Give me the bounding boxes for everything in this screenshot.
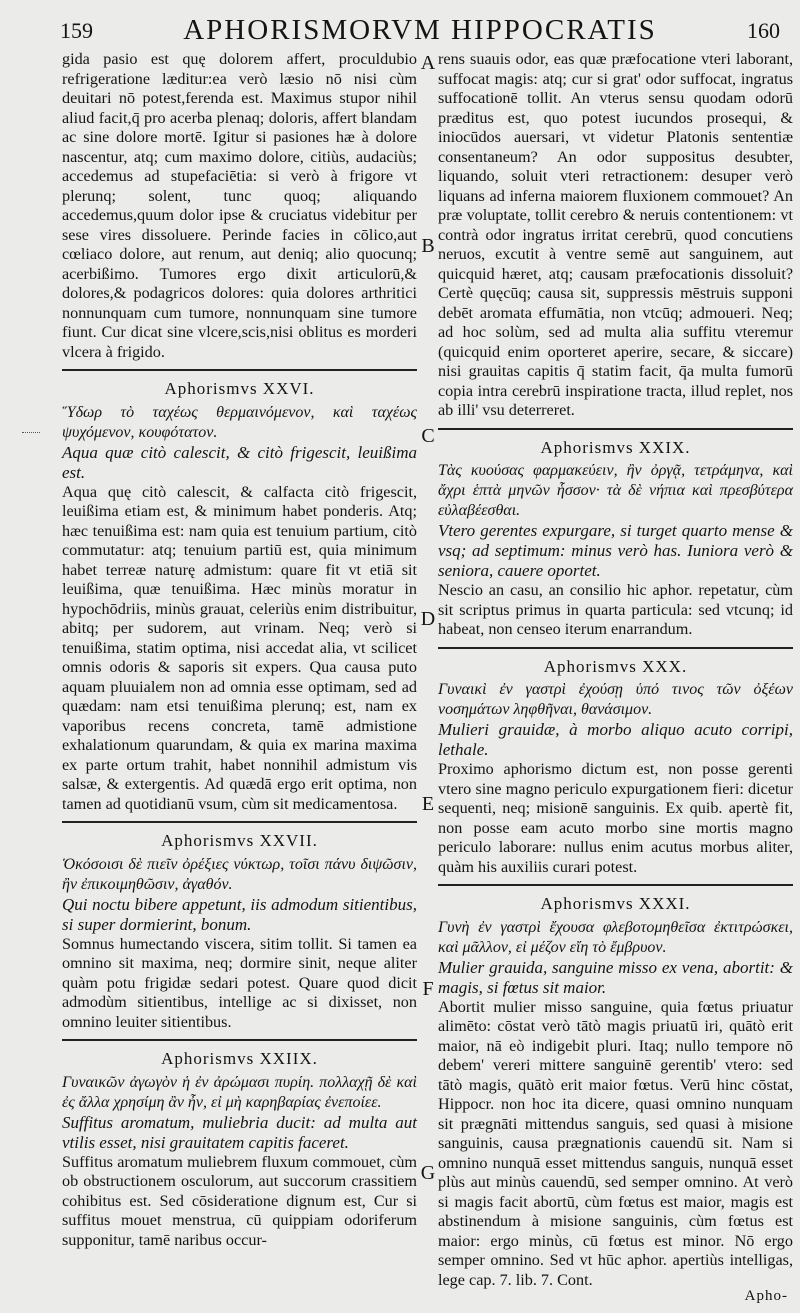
greek-text: Τὰς κυούσας φαρμακεύειν, ἢν ὀργᾷ, τετράμηνα, καὶ ἄχρι ἑπτὰ μηνῶν ἧσσον· τὰ δὲ νήπια καὶ πρεσβύτερα εὐλαβέεσθαι. xyxy=(438,462,793,519)
running-header xyxy=(60,14,780,50)
commentary: Nescio an casu, an consilio hic aphor. repetatur, cùm sit scriptus primus in quarta particula: sed vtcunq; id habeat, non censeo iterum enarrandum. xyxy=(438,581,793,638)
section-rule xyxy=(62,1039,417,1041)
aphorism-heading: Aphorismvs XXVI. xyxy=(164,379,315,398)
margin-letter-d: D xyxy=(420,608,436,630)
commentary: Suffitus aromatum muliebrem fluxum commouet, cùm ob obstructionem osculorum, aut succorum crassitiem cohibitus est. Sed cōsideratione dignum est, Cur si suffitus mouet menstrua, cū quippiam odoriferum supponitur, tamē naribus occur- xyxy=(62,1152,417,1249)
latin-translation: Aqua quæ citò calescit, & citò frigescit, leuißima est. xyxy=(62,442,417,482)
margin-letter-b: B xyxy=(421,235,435,257)
margin-letter-c: C xyxy=(421,425,435,447)
margin-letter-a: A xyxy=(420,52,436,74)
commentary: Somnus humectando viscera, sitim tollit. Si tamen ea omnino sit maxima, neq; dormire sinit, neque aliter quàm potu frigidæ sedari potest. Quare quod dicit admodùm sitientibus, intellige ac si dixisset, non omnino leuiter sitientibus. xyxy=(62,934,417,1031)
catchword: Apho- xyxy=(744,1288,788,1304)
right-column xyxy=(438,50,793,1290)
aphorism-heading: Aphorismvs XXX. xyxy=(543,656,688,676)
aphorism-heading: Aphorismvs XXVII. xyxy=(161,831,318,850)
greek-text: Γυνὴ ἐν γαστρὶ ἔχουσα φλεβοτομηθεῖσα ἐκτιτρώσκει, καὶ μᾶλλον, εἰ μέζον εἴη τὸ ἔμβρυον. xyxy=(438,918,793,956)
latin-translation: Qui noctu bibere appetunt, iis admodum sitientibus, si super dormierint, bonum. xyxy=(62,894,417,934)
left-column xyxy=(62,50,417,1250)
commentary: Aqua quę citò calescit, & calfacta citò frigescit, leuißima etiam est, & minimum habet ponderis. Atq; hæc tenuißima est: nam quia est tenuium partium, citò commutatur: atq; tenuium partiū est, quia minimum habet terreæ naturę admistum: quare fit vt etiā sit leuißima, quæ tenuißima. Hæc minùs moratur in hypochōdriis, minùs grauat, celeriùs enim distribuitur, abitq; per sudorem, aut vrinam. Neq; verò si tenuißima, statim optima, nisi accedat alia, vt scilicet omnis odoris & saporis sit expers. Qua causa puto aquam pluuialem non ad omnia esse optimam, sed ad quædam: nam etsi tenuißima plerunq; est, nam ex vaporibus recens concreta, tamē admistione exhalationum quarundam, & quia ex marina maxima ex parte ortum trahit, habet nonnihil admistum vis salsæ, & extergentis. Ad quædā ergo erit optima, non tamen ad quotidianū vsum, cùm sit medicamentosa. xyxy=(62,482,417,813)
margin-letter-g: G xyxy=(420,1162,436,1184)
margin-letter-f: F xyxy=(422,978,434,1000)
commentary: Proximo aphorismo dictum est, non posse gerenti vtero sine magno periculo expurgationem fieri: dicetur sequenti, neq; misionē sanguinis. Ex quib. apertè fit, non posse eam acuto morbo sine mortis magno periculo laborare: nullus enim acutus morbus aliter, quàm his auxiliis curari potest. xyxy=(438,760,793,876)
aphorism-heading: Aphorismvs XXIX. xyxy=(540,437,691,457)
aphorism-heading: Aphorismvs XXXI. xyxy=(540,894,691,913)
greek-text: Γυναικῶν ἀγωγὸν ἡ ἐν ἀρώμασι πυρίη. πολλαχῇ δὲ καὶ ἐς ἄλλα χρησίμη ἂν ἦν, εἰ μὴ καρηβαρίας ἐνεποίεε. xyxy=(62,1073,417,1111)
latin-translation: Vtero gerentes expurgare, si turget quarto mense & vsq; ad septimum: minus verò has. Iuniora verò & seniora, cauere oportet. xyxy=(438,521,793,580)
latin-translation: Suffitus aromatum, muliebria ducit: ad multa aut vtilis esset, nisi grauitatem capitis faceret. xyxy=(62,1112,417,1152)
commentary-continuation: gida pasio est quę dolorem affert, proculdubio refrigeratione læditur:ea verò læsio nō nisi cùm deuitari nō potest,ferenda est. Maximus stupor nihil aliud facit,q̄ pro acerba plenaq; doloris, affert blandam ac sine dolore mortē. Igitur si pasiones hæ à dolore nascentur, atq; cum maximo dolore, citiùs, audaciùs; accedemus ad stupefaciētia: si verò à frigore vt plerunq; solent, tunc quoq; aliquando accedemus,quum dolor ipse & cruciatus videbitur per sese vires dissoluere. Perinde facies in cōlico,aut cœliaco dolore, aut renum, aut deniq; alio quocunq; acerbißimo. Tumores ergo dixit articulorū,& dolores,& podagricos dolores: quia dolores arthritici nonnunquam cum tumore, nonnunquam sine tumore fiunt. Cur dicat sine vlcere,scis,nisi oblitus es morderi vlcera à frigido. xyxy=(62,50,417,361)
margin-mark xyxy=(22,432,40,439)
commentary-continuation: rens suauis odor, eas quæ præfocatione vteri laborant, suffocat magis: atq; cur si grat' odor suffocat, ingratus suffocationē tollit. An vterus sensu quodam odorū præditus est, quo potest iucundos prosequi, & iniocūdos auersari, vt videtur Platonis sententiæ consentaneum? An odor suppositus desubter, liquando, soluit vteri retractionem: desuper verò liquans ad inferna maiorem fluxionem commouet? An præ voluptate, tollit cerebro & neruis contentionem: vt contrà odor ingratus irritat cerebrū, quod concutiens neruos, excutit à ventre semē aut sanguinem, aut quicquid hæret, atq; causam præfocationis dissoluit? Certè quęcūq; causa sit, suppressis mēstruis supponi debēt aromata effumātia, non vtcūq; admoueri. Neq; ad hoc solùm, sed ad multa alia suffitu vteremur (quicquid enim oporteret aperire, secare, & siccare) nisi grauitas capitis q̄ statim facit, q̄a multa fumorū copia intra cerebrū inspiratione tracta, illud replet, nos ab illi' vsu deterreret. xyxy=(438,50,793,419)
greek-text: Ὕδωρ τὸ ταχέως θερμαινόμενον, καὶ ταχέως ψυχόμενον, κουφότατον. xyxy=(62,403,417,441)
section-rule xyxy=(438,428,793,430)
commentary: Abortit mulier misso sanguine, quia fœtus priuatur alimēto: cōstat verò tātò magis priuatū iri, quātò erit maior, nā eò indigebit pluri. Itaq; nullo tempore nō debem' vereri mittere sanguinē gerentib' vtero: sed tātò magis, quātò erit maior fœtus. Verū hinc cōstat, Hippocr. non hoc ita dicere, quasi omnino nunquam sit prægnāti mittendus sanguis, sed quasi à misione sanguinis, causa prægnationis cauendū sit. Nam si omnino nunquā esset mittendus sanguis, nunquā esset plùs aut minùs cauendū, sed semper omnino. At verò si magis facit abortū, cùm fœtus est maior, magis est abstinendum à misione sanguinis, cùm fœtus est maior: ergo minùs, cū fœtus est minor. Nō ergo semper omnino. Sed vt hūc aphor. apertiùs intelligas, lege cap. 7. lib. 7. Cont. xyxy=(438,997,793,1289)
section-rule xyxy=(438,647,793,649)
running-title: APHORISMORVM HIPPOCRATIS xyxy=(183,14,657,46)
page-number-left: 159 xyxy=(60,18,93,43)
section-rule xyxy=(62,821,417,823)
latin-translation: Mulier grauida, sanguine misso ex vena, abortit: & magis, si fœtus sit maior. xyxy=(438,957,793,997)
greek-text: Ὁκόσοισι δὲ πιεῖν ὀρέξιες νύκτωρ, τοῖσι πάνυ διψῶσιν, ἢν ἐπικοιμηθῶσιν, ἀγαθόν. xyxy=(62,855,417,893)
margin-letter-e: E xyxy=(421,793,435,815)
page-number-right: 160 xyxy=(747,18,780,43)
greek-text: Γυναικὶ ἐν γαστρὶ ἐχούσῃ ὑπό τινος τῶν ὀξέων νοσημάτων ληφθῆναι, θανάσιμον. xyxy=(438,681,793,718)
aphorism-heading: Aphorismvs XXIIX. xyxy=(161,1049,318,1068)
latin-translation: Mulieri grauidæ, à morbo aliquo acuto corripi, lethale. xyxy=(438,720,793,759)
section-rule xyxy=(62,369,417,371)
section-rule xyxy=(438,884,793,886)
